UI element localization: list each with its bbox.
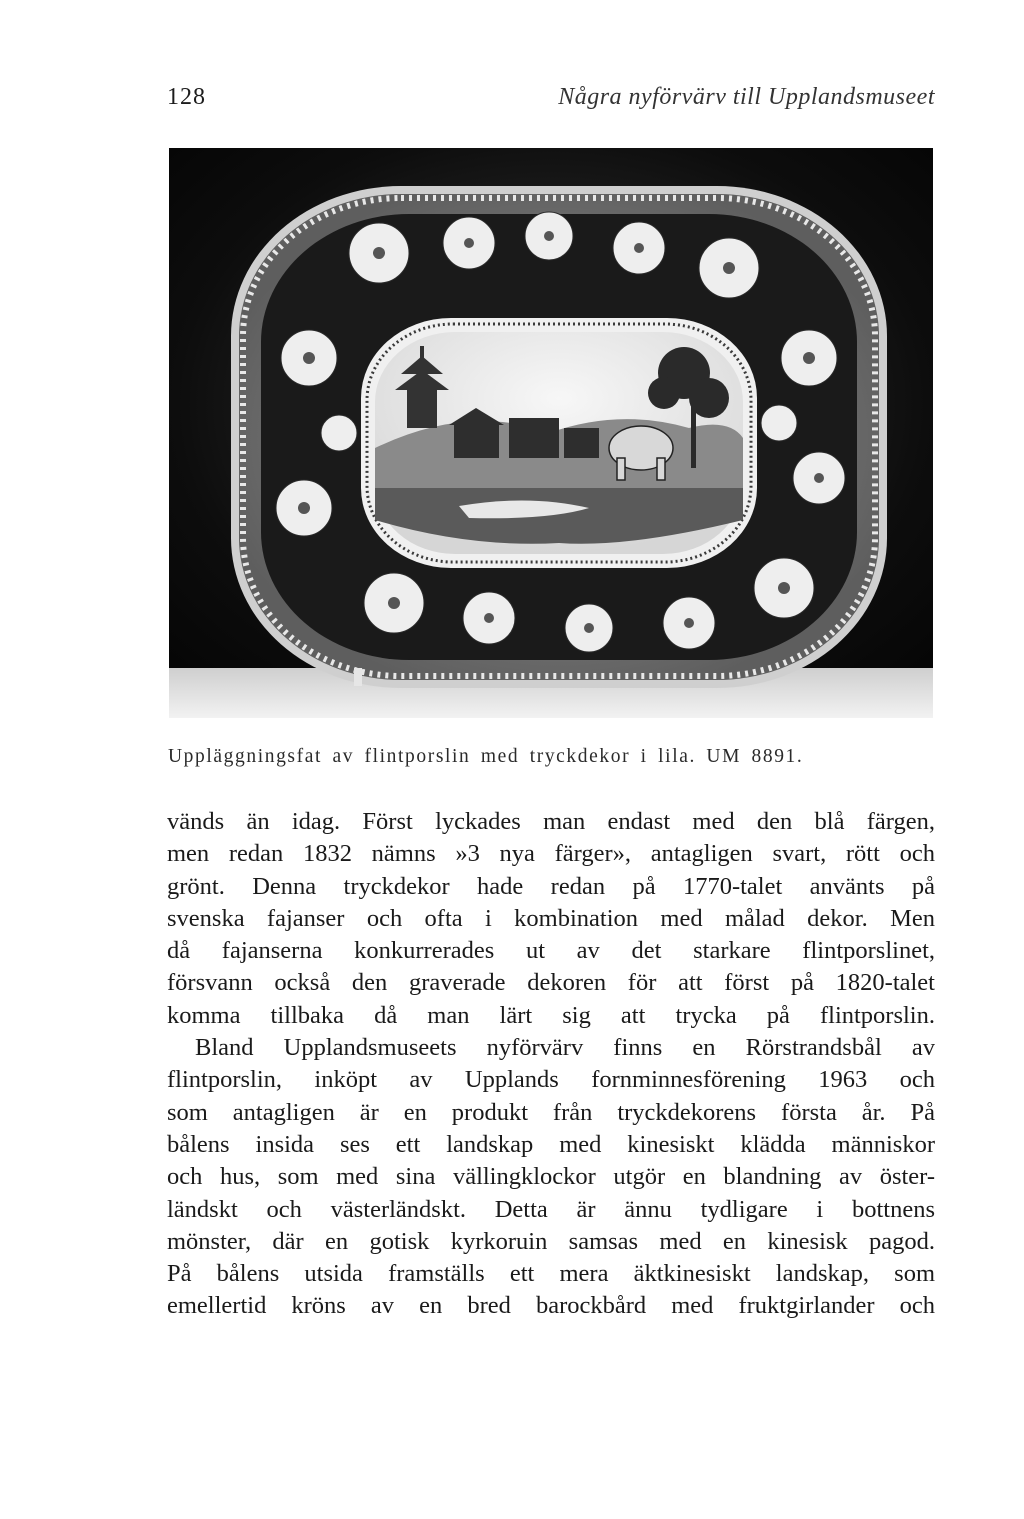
text-line: då fajanserna konkurrerades ut av det starkare flintporslinet, [167,937,935,965]
running-head [167,84,935,118]
text-line: och hus, som med sina vällingklockor utgör en blandning av öster- [167,1163,935,1191]
text-line: mönster, där en gotisk kyrkoruin samsas med en kinesisk pagod. [167,1227,935,1255]
text-line: ländskt och västerländskt. Detta är ännu tydligare i bottnens [167,1195,935,1223]
text-line: försvann också den graverade dekoren för att först på 1820-talet [167,969,935,997]
paragraph-2 [167,1032,935,1323]
plate-photo-icon [169,148,933,718]
text-line: Bland Upplandsmuseets nyförvärv finns en Rörstrandsbål av [195,1034,935,1062]
figure-caption: Uppläggningsfat av flintporslin med tryckdekor i lila. UM 8891. [168,746,804,767]
text-line: grönt. Denna tryckdekor hade redan på 1770-talet använts på [167,872,935,900]
text-line: På bålens utsida framställs ett mera äktkinesiskt landskap, som [167,1260,935,1288]
page-number: 128 [167,84,206,110]
body-text [167,806,935,1323]
text-line: men redan 1832 nämns »3 nya färger», antagligen svart, rött och [167,840,935,868]
text-line: emellertid kröns av en bred barockbård med fruktgirlander och [167,1292,935,1320]
paragraph-1 [167,806,935,1032]
running-title: Några nyförvärv till Upplandsmuseet [558,84,935,110]
text-line: svenska fajanser och ofta i kombination med målad dekor. Men [167,904,935,932]
text-line: flintporslin, inköpt av Upplands fornminnesförening 1963 och [167,1066,935,1094]
text-line: bålens insida ses ett landskap med kinesiskt klädda människor [167,1130,935,1158]
plate-photo [169,148,933,718]
text-line: komma tillbaka då man lärt sig att trycka på flintporslin. [167,1001,935,1029]
text-line: som antagligen är en produkt från tryckdekorens första år. På [167,1098,935,1126]
text-line: vänds än idag. Först lyckades man endast med den blå färgen, [167,808,935,835]
